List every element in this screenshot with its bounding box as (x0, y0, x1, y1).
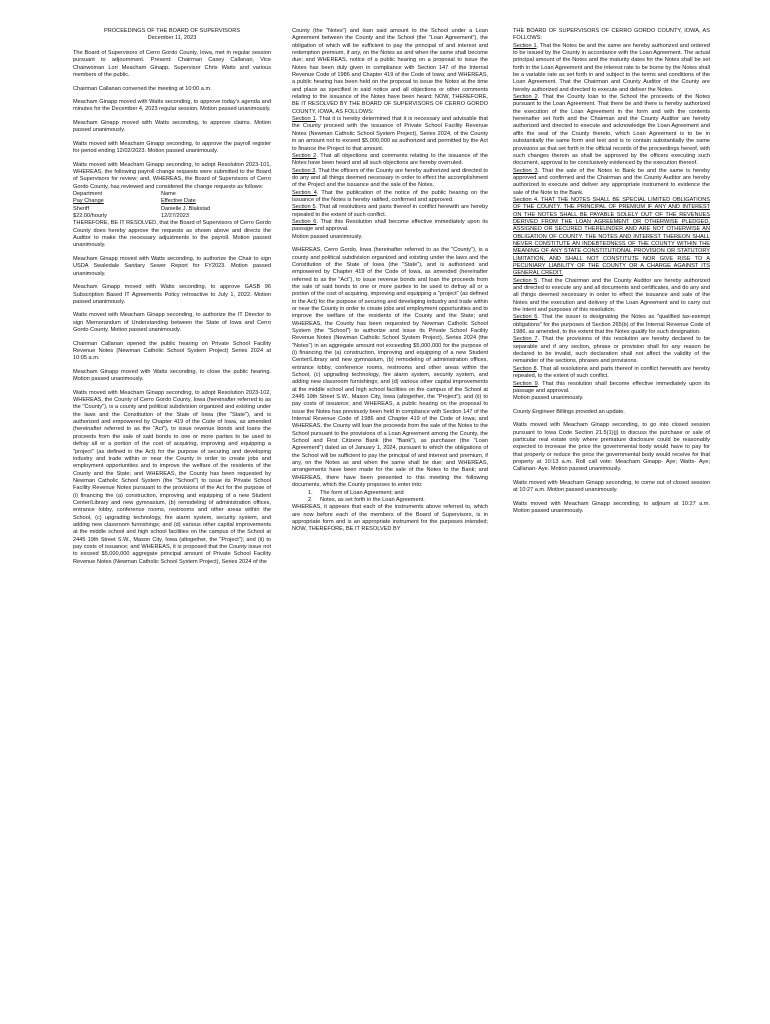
payroll-change-table (73, 191, 271, 220)
list-item (308, 489, 488, 497)
paragraph-open-session: Watts moved with Meacham Ginapp seconding, to come out of closed session at 10:27 a.m. Motion passed unanimously. (513, 479, 710, 494)
section-6 (292, 219, 488, 234)
section-3 (513, 168, 710, 197)
section-3 (292, 168, 488, 190)
paragraph-mou-motion: Watts moved with Meacham Ginapp seconding, to authorize the IT Director to sign Memorandum of Understanding between the State of Iowa and Cerro Gordo County. Motion passed unanimously. (73, 312, 271, 334)
section-7-text: . That the provisions of this resolution are hereby declared to be separable and if any section, phrase or provision shall for any reason be declared to be invalid, such declaration shall not affect the validity of the remainder of the sections, phrases and provisions. (513, 336, 710, 365)
section-1-text: . That it is hereby determined that it is necessary and advisable that the County proceed with the issuance of Private School Facility Revenue Notes (Newman Catholic School System Project), Series 2024, of the County in an amount not to exceed $5,000,000 as authorized and permitted by the Act to finance the Project to that amount. (292, 116, 488, 152)
paragraph-resolution-2023-102: Watts moved with Meacham Ginapp seconding, to adopt Resolution 2023-102, WHEREAS, the County of Cerro Gordo County, Iowa (hereinafter referred to as the "County"), is a county and political subdivision organized and existing under the laws and the Constitution of the State of Iowa (the "State"), and is authorized and empowered by Chapter 419 of the Code of Iowa, as amended (hereinafter referred to as the "Act"), to issue revenue bonds and loans the proceeds from the sale of said bonds to one or more parties to be used to defray all or a portion of the cost of acquiring, improving and equipping a "project" (as defined in the Act) for the purpose of securing and developing industry and trade within or near the County in order to create jobs and employment opportunities and to improve the welfare of the residents of the County and the State; and WHEREAS, the County has been requested by Newman Catholic School System (the "School") to issue its Private School Facility Revenue Notes pursuant to the provisions of the Act for the purpose of (i) financing the (a) construction, improving and equipping of a new Student Center/Library and new gymnasium, (b) remodeling of administration offices, entrance lobby, conference rooms, restrooms and other areas within the School, (c) upgrading technology, fire alarm system, security system, and adding new classroom furnishings; and (d) various other capital improvements at the middle school and high school facilities on the campus of the School at 2445 19th Street S.W., Mason City, Iowa (altogether, the "Project"); and (ii) to pay costs of issuance; and WHEREAS, it is proposed that the County issue not to exceed $5,000,000 aggregate principal amount of Private School Facility Revenue Notes (Newman Catholic School System Project), Series 2024 of the (73, 389, 271, 565)
section-6 (513, 314, 710, 336)
paragraph-closed-session: Watts moved with Meacham Ginapp seconding, to go into closed session pursuant to Iowa Code Section 21.5(1)(j) to discuss the purchase or sale of particular real estate only where premature disclosure could be reasonably expected to increase the price the governmental body would have to pay for that property or reduce the price the governmental body would receive for that property at 10:13 a.m. Roll call vote: Meacham Ginapp- Aye; Watts- Aye; Callanan- Aye. Motion passed unanimously. (513, 422, 710, 473)
paragraph-resolution-2023-101: Watts moved with Meacham Ginapp seconding, to adopt Resolution 2023-101, WHEREAS, the following payroll change requests were submitted to the Board of Supervisors for review; and, WHEREAS, the Board of Supervisors of Cerro Gordo County, has reviewed and considered the change requests as follows: (73, 161, 271, 190)
table-cell-pay-change: $22.00/hourly (73, 213, 107, 220)
section-1-label: Section 1 (292, 116, 316, 123)
document-list (292, 490, 488, 505)
section-9 (513, 381, 710, 396)
section-2-text: . That all objections and comments relating to the issuance of the Notes have been heard and all such objections are hereby overruled. (292, 152, 488, 167)
section-2-label: Section 2 (292, 152, 317, 159)
section-8-text: . That all resolutions and parts thereof in conflict herewith are hereby repealed, to the extent of such conflict. (513, 365, 710, 380)
paragraph-public-hearing-close: Meacham Ginapp moved with Watts seconding, to close the public hearing. Motion passed unanimously. (73, 368, 271, 383)
column-1 (73, 28, 271, 572)
section-6-text: . That the issuer is designating the Notes as "qualified tax-exempt obligations" for the purposes of Section 265(b) of the Internal Revenue Code of 1986, as amended, to the extent that the Notes qualify for such designation. (513, 314, 710, 336)
table-header-department: Department (73, 191, 103, 198)
section-4 (292, 190, 488, 205)
section-4-label: Section 4 (513, 196, 538, 203)
paragraph-claims-motion: Meacham Ginapp moved with Watts seconding, to approve claims. Motion passed unanimously. (73, 119, 271, 134)
section-7 (513, 336, 710, 365)
list-item (308, 496, 488, 504)
section-2-label: Section 2 (513, 94, 538, 101)
section-4-label: Section 4 (292, 189, 317, 196)
section-4-text: . THAT THE NOTES SHALL BE SPECIAL LIMITED OBLIGATIONS OF THE COUNTY. THE PRINCIPAL OF PREMIUM IF ANY AND INTEREST ON THE NOTES SHALL BE PAYABLE SOLELY OUT OF THE REVENUES DERIVED FROM THE LOAN AGREEMENT OR OTHERWISE PLEDGED, ASSIGNED OR SECURED THEREUNDER AND ARE NOT OTHERWISE AN OBLIGATION OF COUNTY. THE NOTES AND INTEREST THEREON SHALL NEVER CONSTITUTE AN INDEBTEDNESS OF THE COUNTY WITHIN THE MEANING OF ANY STATE CONSTITUTIONAL PROVISION OR STATUTORY LIMITATION, AND SHALL NOT CONSTITUTE NOR GIVE RISE TO A PECUNIARY LIABILITY OF THE COUNTY OR A CHARGE AGAINST ITS GENERAL CREDIT. (513, 196, 710, 277)
motion-passed: Motion passed unanimously. (292, 233, 363, 240)
list-number: 2. (308, 496, 313, 503)
paragraph-convened: Chairman Callanan convened the meeting at 10:00 a.m. (73, 85, 212, 92)
list-number: 1. (308, 489, 313, 496)
section-1 (513, 43, 710, 94)
table-header-name: Name (161, 191, 176, 198)
paragraph-gasb-motion: Meacham Ginapp moved with Watts seconding, to approve GASB 96 Subscription Based IT Agreements Policy retroactive to July 1, 2022. Motion passed unanimously. (73, 284, 271, 305)
paragraph-engineer-update: County Engineer Billings provided an update. (513, 408, 625, 415)
section-3-text: . That the officers of the County are hereby authorized and directed to do any and all things deemed necessary in order to effect the accomplishment of the Project and the issuance and the sale of the Notes. (292, 167, 488, 189)
section-1 (292, 116, 488, 153)
section-4-text: . That the publication of the notice of the public hearing on the issuance of the Notes is hereby ratified, confirmed and approved. (292, 189, 488, 203)
table-header-pay-change: Pay Change (73, 198, 104, 205)
section-7-label: Section 7 (513, 336, 538, 343)
section-1-text: . That the Notes be and the same are hereby authorized and ordered to be issued by the County in accordance with the Loan Agreement. The actual principal amount of the Notes and the maturity dates for the Notes shall be set forth in the Loan Agreement and the interest rate to be borne by the Notes shall be a variable rate as set forth in and subject to the terms and conditions of the Loan Agreement. That the Chairman and County Auditor of the County are hereby authorized and directed to execute and deliver the Notes. (513, 42, 710, 93)
section-5 (292, 204, 488, 219)
paragraph-whereas-instruments: WHEREAS, it appears that each of the instruments above referred to, which are now before each of the members of the Board of Supervisors, is in appropriate form and is an appropriate instrument for the purposes intended; NOW, THEREFORE, BE IT RESOLVED BY (292, 504, 488, 533)
section-9-label: Section 9 (513, 380, 538, 387)
section-1-label: Section 1 (513, 42, 537, 49)
paragraph-attendance: The Board of Supervisors of Cerro Gordo County, Iowa, met in regular session pursuant to adjournment. Present: Chairman Casey Callanan, Vice Chairwoman Lori Meacham Ginapp, Supervisor Chris Watts and various members of the public. (73, 49, 271, 79)
table-cell-name: Danielle J. Blakstad (161, 205, 211, 212)
section-6-label: Section 6 (513, 314, 538, 321)
table-cell-department: Sheriff (73, 205, 90, 212)
table-cell-effective-date: 12/27/2023 (161, 213, 189, 220)
paragraph-payroll-motion: Watts moved with Meacham Ginapp seconding, to approve the payroll register for period ending 12/02/2023. Motion passed unanimously. (73, 140, 271, 155)
section-3-label: Section 3 (292, 167, 316, 174)
table-header-effective-date: Effective Date (161, 198, 196, 205)
paragraph-notes-continued: County (the "Notes") and loan said amount to the School under a Loan Agreement between the County and the School (the "Loan Agreement"), the obligation of which will be sufficient to pay the principal of and interest and redemption premium, if any, on the Notes as and when the same shall become due; and WHEREAS, notice of a public hearing on a proposal to issue the Notes has been duly given in compliance with Section 147 of the Internal Revenue Code of 1986 and Chapter 419 of the Code of Iowa; and WHEREAS, a public hearing has been held on the proposal to issue the Notes at the time and place as specified in said notice and all objections or other comments relating to the issuance of the Notes have been heard; NOW, THEREFORE, BE IT RESOLVED BY THE BOARD OF SUPERVISORS OF CERRO GORDO COUNTY, IOWA, AS FOLLOWS: (292, 28, 488, 115)
document-title: PROCEEDINGS OF THE BOARD OF SUPERVISORS (104, 28, 240, 34)
section-4 (513, 197, 710, 278)
section-2 (292, 153, 488, 168)
column-2 (292, 28, 488, 540)
list-text: The form of Loan Agreement; and (320, 489, 404, 496)
paragraph-usda-motion: Meacham Ginapp moved with Watts seconding, to authorize the Chair to sign USDA Swaledale Sanitary Sewer Report for FY2023. Motion passed unanimously. (73, 256, 271, 277)
section-2 (513, 94, 710, 167)
paragraph-adjourn: Watts moved with Meacham Ginapp seconding, to adjourn at 10:27 a.m. Motion passed unanimously. (513, 500, 710, 515)
section-5 (513, 278, 710, 315)
section-8 (513, 366, 710, 381)
section-5-text: . That the Chairman and the County Auditor are hereby authorized and directed to execute any and all documents and certificates, and do any and all things deemed necessary in order to effect the issuance and sale of the Notes and the execution and delivery of the Loan Agreement and to carry out the intent and purposes of this resolution. (513, 277, 710, 314)
column-3 (513, 28, 710, 522)
section-8-label: Section 8 (513, 365, 537, 372)
section-6-text: . That this Resolution shall become effective immediately upon its passage and approval. (292, 218, 488, 233)
paragraph-whereas-loan: WHEREAS, Cerro Gordo, Iowa (hereinafter referred to as the "County"), is a county and political subdivision organized and existing under the laws and the Constitution of the State of Iowa (the "State"), and is authorized and empowered by Chapter 419 of the Code of Iowa, as amended (hereinafter referred to as the "Act"), to issue revenue bonds and loan the proceeds from the sale of said bonds to one or more parties to be used to defray all or a portion of the cost of acquiring, improving and equipping a "project" (as defined in the Act) for the purpose of securing and developing industry and trade within or near the County in order to create jobs and employment opportunities and to improve the welfare of the residents of the County and the State; and WHEREAS, the County has been requested by Newman Catholic School System (the "School") to authorize and issue its Private School Facility Revenue Notes (Newman Catholic School System Project), Series 2024 (the "Notes") in an aggregate amount not exceeding $5,000,000 for the purpose of (i) financing the (a) construction, improving and equipping of a new Student Center/Library and new gymnasium, (b) remodeling of administration offices, entrance lobby, conference rooms, restrooms and other areas within the School, (c) upgrading technology, fire alarm system, security system, and adding new classroom furnishings; and (d) various other capital improvements at the middle school and high school facilities on the campus of the School at 2445 19th Street S.W., Mason City, Iowa (altogether, the "Project"); and (ii) to pay costs of issuance; and WHEREAS, a public hearing on the proposal to issue the Notes has previously been held in compliance with Section 147 of the Internal Revenue Code of 1986 and Chapter 419 of the Code of Iowa; and WHEREAS, the County will loan the proceeds from the sale of the Notes to the School pursuant to the provisions of a Loan Agreement among the County, the School and First Citizens Bank (the "Bank"), as purchaser (the "Loan Agreement") dated as of January 1, 2024, pursuant to which the obligations of the School will be sufficient to pay the principal of and interest and premium, if any, on the Notes as and when the same shall be due; and WHEREAS, arrangements have been made for the sale of the Notes to the Bank; and WHEREAS, there have been presented to this meeting the following documents, which the County proposes to enter into: (292, 247, 488, 489)
section-5-label: Section 5 (292, 204, 316, 211)
section-9-text: . That this resolution shall become effective immediately upon its passage and approval. (513, 380, 710, 394)
section-6-label: Section 6 (292, 218, 317, 225)
paragraph-resolved-by: THE BOARD OF SUPERVISORS OF CERRO GORDO COUNTY, IOWA, AS FOLLOWS: (513, 28, 710, 42)
motion-passed: Motion passed unanimously. (513, 395, 584, 402)
section-3-text: . That the sale of the Notes to Bank be and the same is hereby approved and confirmed and the Chairman and the County Auditor are hereby authorized to execute and deliver any appropriate instrument to evidence the sale of the Note to the Bank. (513, 167, 710, 196)
list-text: Notes, as set forth in the Loan Agreement. (320, 496, 425, 503)
paragraph-agenda-motion: Meacham Ginapp moved with Watts seconding, to approve today's agenda and minutes for the December 4, 2023 regular session. Motion passed unanimously. (73, 99, 271, 113)
meeting-date: December 11, 2023 (147, 35, 197, 42)
section-3-label: Section 3 (513, 167, 538, 174)
section-5-text: . That all resolutions and parts thereof in conflict herewith are hereby repealed to the extent of such conflict. (292, 204, 488, 218)
section-5-label: Section 5 (513, 277, 538, 284)
paragraph-public-hearing-open: Chairman Callanan opened the public hearing on Private School Facility Revenue Notes (Newman Catholic School System Project) Series 2024 at 10:05 a.m. (73, 340, 271, 362)
section-2-text: . That the County loan to the School the proceeds of the Notes pursuant to the Loan Agreement. That there be and there is hereby authorized the execution of the Loan Agreement in the form and with the contents hereinafter set forth and the Chairman and the County Auditor are hereby authorized and directed to execute and acknowledge the Loan Agreement and affix the seal of the County thereto, which Loan Agreement is to be in substantially the same form and text and is to contain substantially the same provisions as that set forth in the official records of the proceedings hereof, with such changes therein as shall be approved by the officers executing such document, approval to be conclusively evidenced by the execution thereof. (513, 94, 710, 167)
paragraph-resolution-therefore: THEREFORE, BE IT RESOLVED, that the Board of Supervisors of Cerro Gordo County does hereby approve the requests as shown above and directs the Auditor to make the necessary adjustments to the payroll. Motion passed unanimously. (73, 220, 271, 249)
